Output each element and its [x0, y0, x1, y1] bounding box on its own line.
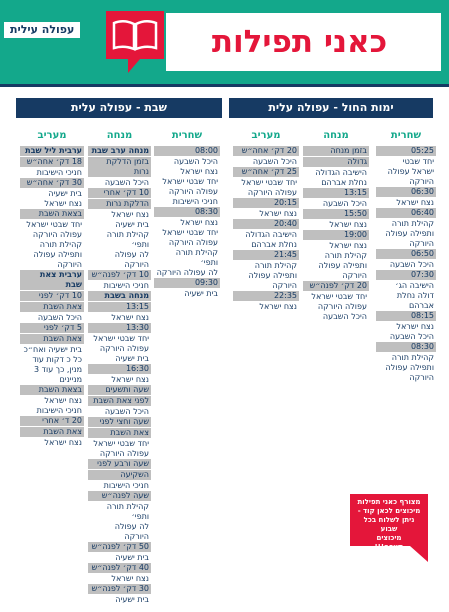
weekday-maariv-column [233, 130, 299, 312]
time-entry: 20:15 [233, 198, 299, 208]
weekday-shacharit-column [376, 130, 436, 383]
synagogue-entry: יחד שבטי ישראל [241, 178, 297, 187]
synagogue-entry: ותפילה עפולה [33, 250, 82, 259]
time-entry: 07:30 [376, 270, 436, 280]
synagogue-entry: בית ישעיה [115, 553, 149, 562]
city-tag: עפולה עילית [4, 22, 80, 38]
shabbat-mincha-column [88, 130, 151, 605]
synagogue-entry: נצח ישראל [329, 241, 367, 250]
synagogue-entry: נצח ישראל [111, 574, 149, 583]
synagogue-entry: מניינים [59, 375, 82, 384]
shabbat-shacharit-column [154, 130, 220, 299]
time-entry: בזמן מנחה [303, 146, 369, 156]
synagogue-entry: בית ישעיה [115, 595, 149, 604]
synagogue-entry: קהילת תורה [391, 219, 434, 228]
synagogue-entry: נצח ישראל [329, 220, 367, 229]
synagogue-entry: בית ישעיה ואח״כ [23, 345, 82, 354]
synagogue-entry: הישיבה הגדולה [245, 230, 297, 239]
time-entry: 5 דק׳ לפני [20, 323, 84, 333]
time-entry: 10 דק׳ אחרי [88, 188, 151, 198]
time-entry: 13:30 [88, 323, 151, 333]
synagogue-entry: עפולה היורקה [99, 344, 149, 353]
shabbat-section-header: שבת - עפולה עלית [16, 98, 222, 118]
synagogue-entry: חניכי הישיבות [172, 197, 218, 206]
column-title: מעריב [251, 130, 281, 141]
synagogue-entry: ותפילה עפולה [385, 229, 434, 238]
synagogue-entry: יחד שבטי ישראל [93, 439, 149, 448]
time-entry: 05:25 [376, 146, 436, 156]
entries-list [376, 146, 436, 383]
time-entry: 06:30 [376, 187, 436, 197]
synagogue-entry: יחד שבטי ישראל [162, 177, 218, 186]
time-entry: לפני צאת השבת [88, 396, 151, 406]
column-title: מעריב [37, 130, 67, 141]
synagogue-entry: עפולה היורקה [317, 302, 367, 311]
synagogue-entry: היכל השבעה [104, 407, 149, 416]
synagogue-entry: נצח ישראל [44, 438, 82, 447]
time-entry: 30 דק׳ לפנה״ש [88, 584, 151, 594]
synagogue-entry: היכל השבעה [322, 199, 367, 208]
synagogue-entry: היורקה [409, 177, 434, 186]
synagogue-entry: עפולה היורקה [168, 187, 218, 196]
time-entry: 16:30 [88, 364, 151, 374]
promo-line: מצורף כאני תפילות [357, 498, 421, 506]
synagogue-entry: היכל השבעה [173, 157, 218, 166]
synagogue-entry: אברהם [408, 301, 434, 310]
time-entry: 15:50 [303, 209, 369, 219]
synagogue-entry: נצח ישראל [44, 199, 82, 208]
synagogue-entry: נחלת אברהם [321, 178, 367, 187]
time-entry: 18 דק׳ אחה״ש [20, 157, 84, 167]
synagogue-entry: הישיבה הג׳ [395, 281, 434, 290]
time-entry: צאת השבת [20, 427, 84, 437]
synagogue-entry: עפולה היורקה [32, 230, 82, 239]
synagogue-entry: קהילת תורה ותפי׳ [106, 230, 149, 249]
time-entry: השקיעה [88, 470, 151, 480]
synagogue-entry: יחד שבטי ישראל [26, 220, 82, 229]
time-entry: 25 דק׳ אחה״ש [233, 167, 299, 177]
time-entry: 22:35 [233, 291, 299, 301]
synagogue-entry: קהילת תורה [324, 251, 367, 260]
synagogue-entry: חניכי הישיבות [36, 406, 82, 415]
time-entry: 20 דק׳ לפנה״ש [303, 281, 369, 291]
time-entry: 20:40 [233, 219, 299, 229]
synagogue-entry: חניכי הישיבות [36, 168, 82, 177]
time-entry: צאת השבת [88, 428, 151, 438]
synagogue-entry: נצח ישראל [111, 313, 149, 322]
promo-line: מיכוצים [376, 534, 402, 542]
synagogue-entry: היורקה [57, 260, 82, 269]
time-entry: 08:30 [376, 342, 436, 352]
time-entry: 19:00 [303, 230, 369, 240]
time-entry: 08:15 [376, 311, 436, 321]
logo-title: כאני תפילות [211, 24, 388, 60]
synagogue-entry: לה עפולה היורקה [114, 522, 149, 541]
synagogue-entry: קהילת תורה ותפי׳ [106, 502, 149, 521]
header-divider [0, 84, 449, 87]
synagogue-entry: יחד שבטי ישראל [311, 292, 367, 301]
synagogue-entry: נצח ישראל [259, 302, 297, 311]
time-entry: בצאת השבת [20, 385, 84, 395]
synagogue-entry: הישיבה הגדולה [315, 168, 367, 177]
time-entry: 10 דק׳ לפנה״ש [88, 270, 151, 280]
synagogue-entry: בית ישעיה [115, 220, 149, 229]
time-entry: שעה וחצי לפני [88, 417, 151, 427]
column-title: שחרית [171, 130, 203, 141]
open-book-icon [100, 5, 170, 77]
synagogue-entry: היורקה [409, 239, 434, 248]
entries-list [303, 146, 369, 322]
synagogue-entry: בית ישעיה [115, 354, 149, 363]
time-entry: מנחה בשבת [88, 291, 151, 301]
synagogue-entry: כל כ דקות עוד [32, 355, 82, 364]
time-entry: 06:40 [376, 208, 436, 218]
synagogue-entry: היכל השבעה [389, 260, 434, 269]
synagogue-entry: היכל השבעה [252, 157, 297, 166]
synagogue-entry: נצח ישראל [180, 218, 218, 227]
time-entry: 50 דק׳ לפנה״ש [88, 542, 151, 552]
time-entry: 30 דק׳ אחה״ש [20, 178, 84, 188]
weekday-section-header: ימות החול - עפולה עלית [229, 98, 433, 118]
column-title: שחרית [390, 130, 422, 141]
entries-list [233, 146, 299, 312]
time-entry: ערבית ליל שבת [20, 146, 84, 156]
time-entry: גדולה [303, 157, 369, 167]
entries-list [88, 146, 151, 605]
synagogue-entry: בית ישעיה [184, 289, 218, 298]
synagogue-entry: נחלת אברהם [251, 240, 297, 249]
column-title: מנחה [106, 130, 133, 141]
synagogue-entry: חניכי הישיבות [103, 281, 149, 290]
time-entry: ערבית צאת שבת [20, 270, 84, 290]
synagogue-entry: קהילת תורה ותפי׳ [175, 248, 218, 267]
time-entry: בצאת השבת [20, 209, 84, 219]
time-entry: 21:45 [233, 250, 299, 260]
time-entry: שעה לפנה״ש [88, 491, 151, 501]
synagogue-entry: לה עפולה היורקה [114, 250, 149, 269]
synagogue-entry: היכל השבעה [322, 312, 367, 321]
synagogue-entry: מנין, כך עוד 3 [34, 365, 82, 374]
synagogue-entry: היורקה [409, 373, 434, 382]
synagogue-entry: ותפילה עפולה [385, 363, 434, 372]
synagogue-entry: לה עפולה היורקה [156, 268, 218, 277]
synagogue-entry: חניכי הישיבות [103, 481, 149, 490]
synagogue-entry: נצח ישראל [44, 396, 82, 405]
entries-list [154, 146, 220, 299]
synagogue-entry: עפולה היורקה [168, 238, 218, 247]
time-entry: 20 ד׳ אחרי [20, 416, 84, 426]
synagogue-entry: עפולה היורקה [99, 449, 149, 458]
synagogue-entry: יחד שבטי ישראל [162, 228, 218, 237]
synagogue-entry: בית ישעיה [48, 189, 82, 198]
promo-line: מיכוצים לכאן קוד - [357, 507, 421, 515]
time-entry: 08:30 [154, 207, 220, 217]
time-entry: צאת השבת [20, 334, 84, 344]
synagogue-entry: נצח ישראל [396, 322, 434, 331]
synagogue-entry: היכל השבעה [389, 332, 434, 341]
synagogue-entry: נצח ישראל [111, 210, 149, 219]
time-entry: 13:15 [303, 188, 369, 198]
entries-list [20, 146, 84, 448]
synagogue-entry: קהילת תורה [391, 353, 434, 362]
time-entry: 09:30 [154, 278, 220, 288]
time-entry: 10 דק׳ לפני [20, 291, 84, 301]
synagogue-entry: היכל השבעה [37, 313, 82, 322]
time-entry: שעה ותשעים [88, 385, 151, 395]
synagogue-entry: היורקה [342, 271, 367, 280]
synagogue-entry: קהילת תורה [254, 261, 297, 270]
time-entry: 40 דק׳ לפנה״ש [88, 563, 151, 573]
synagogue-entry: יחד שבטי [402, 157, 434, 166]
synagogue-entry: היכל השבעה [104, 178, 149, 187]
synagogue-entry: דולה נחלת [396, 291, 434, 300]
time-entry: שעה ורבע לפני [88, 459, 151, 469]
time-entry: 08:00 [154, 146, 220, 156]
synagogue-entry: יחד שבטי ישראל [93, 334, 149, 343]
synagogue-entry: היורקה [272, 281, 297, 290]
synagogue-entry: נצח ישראל [180, 167, 218, 176]
weekday-mincha-column [303, 130, 369, 322]
synagogue-entry: נצח ישראל [259, 209, 297, 218]
time-entry: בזמן הדלקת נרות [88, 157, 151, 177]
shabbat-maariv-column [20, 130, 84, 448]
time-entry: 13:15 [88, 302, 151, 312]
synagogue-entry: ישראל עפולה [387, 167, 434, 176]
promo-line: תשפה!!! [374, 543, 404, 551]
synagogue-entry: עפולה היורקה [247, 188, 297, 197]
time-entry: 06:50 [376, 249, 436, 259]
column-title: מנחה [323, 130, 349, 141]
time-entry: 20 דק׳ אחה״ש [233, 146, 299, 156]
synagogue-entry: נצח ישראל [396, 198, 434, 207]
synagogue-entry: ותפילה עפולה [248, 271, 297, 280]
synagogue-entry: נצח ישראל [111, 375, 149, 384]
time-entry: מנחה ערב שבת [88, 146, 151, 156]
time-entry: צאת השבת [20, 302, 84, 312]
synagogue-entry: ותפילה עפולה [318, 261, 367, 270]
time-entry: הדלקת נרות [88, 199, 151, 209]
promo-text [356, 498, 422, 552]
promo-line: ניתן לשלוח בכל שבוע [363, 516, 415, 533]
synagogue-entry: קהילת תורה [39, 240, 82, 249]
